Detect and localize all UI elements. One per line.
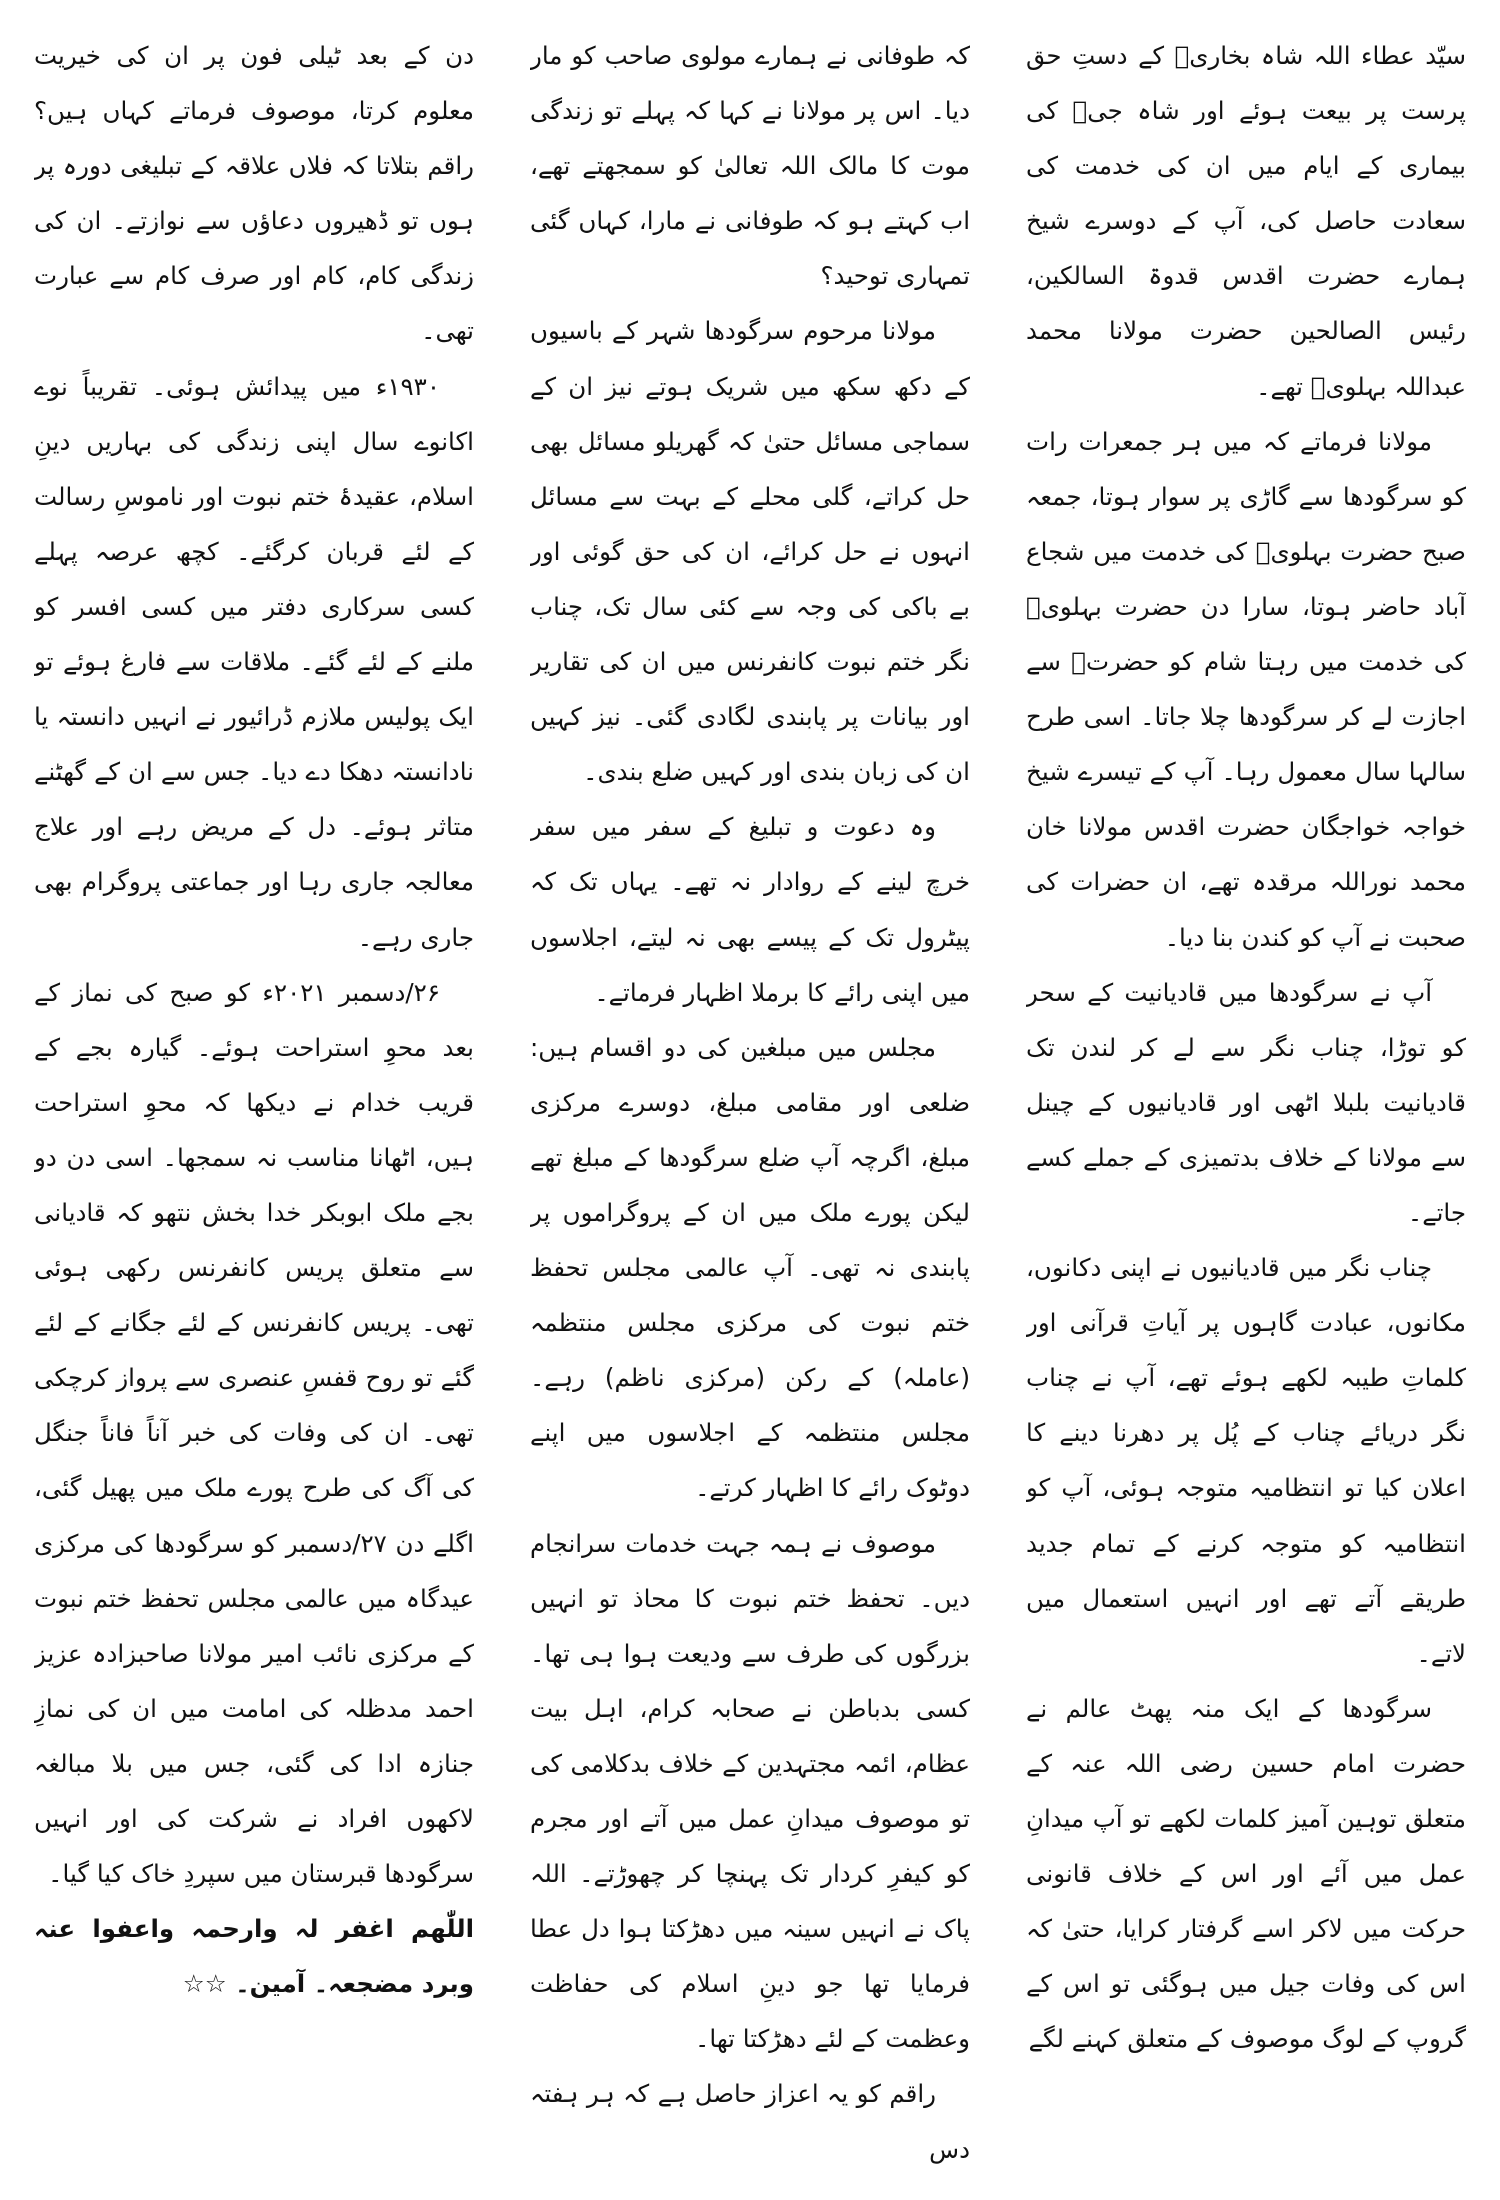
- column-left: [34, 28, 474, 2188]
- paragraph: راقم کو یہ اعزاز حاصل ہے کہ ہر ہفتہ دس: [530, 2079, 970, 2164]
- paragraph: ۱۹۳۰ء میں پیدائش ہوئی۔ تقریباً نوے اکانوے سال اپنی زندگی کی بہاریں دینِ اسلام، عقیدۂ ختم نبوت اور ناموسِ رسالت کے لئے قربان کرگئے۔ کچھ عرصہ پہلے کسی سرکاری دفتر میں کسی افسر کو ملنے کے لئے گئے۔ ملاقات سے فارغ ہوئے تو ایک پولیس ملازم ڈرائیور نے انہیں دانستہ یا نادانستہ دھکا دے دیا۔ جس سے ان کے گھٹنے متاثر ہوئے۔ دل کے مریض رہے اور علاج معالجہ جاری رہا اور جماعتی پروگرام بھی جاری رہے۔: [34, 371, 474, 952]
- paragraph: مولانا مرحوم سرگودھا شہر کے باسیوں کے دکھ سکھ میں شریک ہوتے نیز ان کے سماجی مسائل حتیٰ کہ گھریلو مسائل بھی حل کراتے، گلی محلے کے بہت سے مسائل انہوں نے حل کرائے، ان کی حق گوئی اور بے باکی کی وجہ سے کئی سال تک، چناب نگر ختم نبوت کانفرنس میں ان کی تقاریر اور بیانات پر پابندی لگادی گئی۔ نیز کہیں ان کی زبان بندی اور کہیں ضلع بندی۔: [530, 316, 970, 787]
- paragraph: مولانا فرماتے کہ میں ہر جمعرات رات کو سرگودھا سے گاڑی پر سوار ہوتا، جمعہ صبح حضرت بہلویؒ کی خدمت میں شجاع آباد حاضر ہوتا، سارا دن حضرت بہلویؒ کی خدمت میں رہتا شام کو حضرتؒ سے اجازت لے کر سرگودھا چلا جاتا۔ اسی طرح سالہا سال معمول رہا۔ آپ کے تیسرے شیخ خواجہ خواجگان حضرت اقدس مولانا خان محمد نوراللہ مرقدہ تھے، ان حضرات کی صحبت نے آپ کو کندن بنا دیا۔: [1026, 426, 1466, 952]
- paragraph: چناب نگر میں قادیانیوں نے اپنی دکانوں، مکانوں، عبادت گاہوں پر آیاتِ قرآنی اور کلماتِ طیبہ لکھے ہوئے تھے، آپ نے چناب نگر دریائے چناب کے پُل پر دھرنا دینے کا اعلان کیا تو انتظامیہ متوجہ ہوئی، آپ کو انتظامیہ کو متوجہ کرنے کے تمام جدید طریقے آتے تھے اور انہیں استعمال میں لاتے۔: [1026, 1253, 1466, 1668]
- column-right: [1026, 28, 1466, 2188]
- paragraph: ۲۶/دسمبر ۲۰۲۱ء کو صبح کی نماز کے بعد محوِ استراحت ہوئے۔ گیارہ بجے کے قریب خدام نے دیکھا کہ محوِ استراحت ہیں، اٹھانا مناسب نہ سمجھا۔ اسی دن دو بجے ملک ابوبکر خدا بخش نتھو کہ قادیانی سے متعلق پریس کانفرنس رکھی ہوئی تھی۔ پریس کانفرنس کے لئے جگانے کے لئے گئے تو روح قفسِ عنصری سے پرواز کرچکی تھی۔ ان کی وفات کی خبر آناً فاناً جنگل کی آگ کی طرح پورے ملک میں پھیل گئی، اگلے دن ۲۷/دسمبر کو سرگودھا کی مرکزی عیدگاہ میں عالمی مجلس تحفظ ختم نبوت کے مرکزی نائب امیر مولانا صاحبزادہ عزیز احمد مدظلہ کی امامت میں ان کی نمازِ جنازہ ادا کی گئی، جس میں بلا مبالغہ لاکھوں افراد نے شرکت کی اور انہیں سرگودھا قبرستان میں سپردِ خاک کیا گیا۔: [34, 977, 474, 1889]
- paragraph: وہ دعوت و تبلیغ کے سفر میں سفر خرچ لینے کے روادار نہ تھے۔ یہاں تک کہ پیٹرول تک کے پیسے بھی نہ لیتے، اجلاسوں میں اپنی رائے کا برملا اظہار فرماتے۔: [530, 812, 970, 1007]
- column-middle: [530, 28, 970, 2188]
- paragraph: آپ نے سرگودھا میں قادیانیت کے سحر کو توڑا، چناب نگر سے لے کر لندن تک قادیانیت بلبلا اٹھی اور قادیانیوں کے چینل سے مولانا کے خلاف بدتمیزی کے جملے کسے جاتے۔: [1026, 977, 1466, 1227]
- paragraph: سرگودھا کے ایک منہ پھٹ عالم نے حضرت امام حسین رضی اللہ عنہ کے متعلق توہین آمیز کلمات لکھے تو آپ میدانِ عمل میں آئے اور اس کے خلاف قانونی حرکت میں لاکر اسے گرفتار کرایا، حتیٰ کہ اس کی وفات جیل میں ہوگئی تو اس کے گروپ کے لوگ موصوف کے متعلق کہنے لگے: [1026, 1693, 1466, 2054]
- paragraph: مجلس میں مبلغین کی دو اقسام ہیں: ضلعی اور مقامی مبلغ، دوسرے مرکزی مبلغ، اگرچہ آپ ضلع سرگودھا کے مبلغ تھے لیکن پورے ملک میں ان کے پروگراموں پر پابندی نہ تھی۔ آپ عالمی مجلس تحفظ ختم نبوت کی مرکزی مجلس منتظمہ (عاملہ) کے رکن (مرکزی ناظم) رہے۔ مجلس منتظمہ کے اجلاسوں میں اپنے دوٹوک رائے کا اظہار کرتے۔: [530, 1032, 970, 1503]
- paragraph: موصوف نے ہمہ جہت خدمات سرانجام دیں۔ تحفظ ختم نبوت کا محاذ تو انہیں بزرگوں کی طرف سے ودیعت ہوا ہی تھا۔ کسی بدباطن نے صحابہ کرام، اہل بیت عظام، ائمہ مجتہدین کے خلاف بدکلامی کی تو موصوف میدانِ عمل میں آتے اور مجرم کو کیفرِ کردار تک پہنچا کر چھوڑتے۔ اللہ پاک نے انہیں سینہ میں دھڑکتا ہوا دل عطا فرمایا تھا جو دینِ اسلام کی حفاظت وعظمت کے لئے دھڑکتا تھا۔: [530, 1528, 970, 2054]
- paragraph: سیّد عطاء اللہ شاہ بخاریؒ کے دستِ حق پرست پر بیعت ہوئے اور شاہ جیؒ کی بیماری کے ایام میں ان کی خدمت کی سعادت حاصل کی، آپ کے دوسرے شیخ ہمارے حضرت اقدس قدوۃ السالکین، رئیس الصالحین حضرت مولانا محمد عبداللہ بہلویؒ تھے۔: [1026, 41, 1466, 401]
- closing-prayer: اللّٰھم اغفر لہ وارحمہ واعفوا عنہ وبرد مضجعہ۔ آمین۔ ☆☆: [34, 1914, 474, 1999]
- paragraph: کہ طوفانی نے ہمارے مولوی صاحب کو مار دیا۔ اس پر مولانا نے کہا کہ پہلے تو زندگی موت کا مالک اللہ تعالیٰ کو سمجھتے تھے، اب کہتے ہو کہ طوفانی نے مارا، کہاں گئی تمہاری توحید؟: [530, 41, 970, 291]
- paragraph: دن کے بعد ٹیلی فون پر ان کی خیریت معلوم کرتا، موصوف فرماتے کہاں ہیں؟ راقم بتلاتا کہ فلاں علاقہ کے تبلیغی دورہ پر ہوں تو ڈھیروں دعاؤں سے نوازتے۔ ان کی زندگی کام، کام اور صرف کام سے عبارت تھی۔: [34, 41, 474, 346]
